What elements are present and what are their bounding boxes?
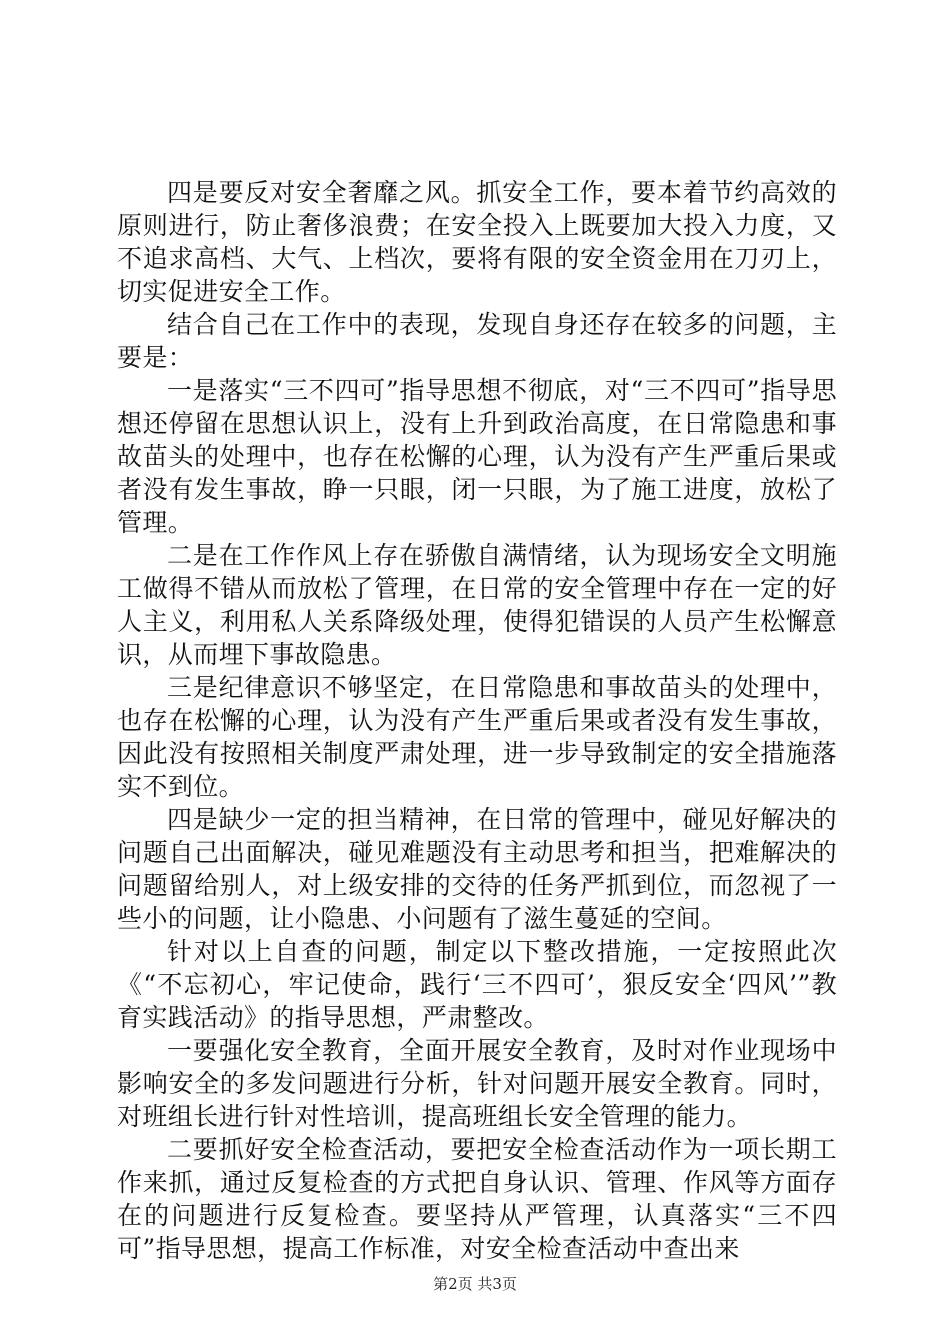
paragraph: 四是缺少一定的担当精神，在日常的管理中，碰见好解决的问题自己出面解决，碰见难题没有主动思考和担当，把难解决的问题留给别人，对上级安排的交待的任务严抓到位，而忽视了一些小的问题，让小隐患、小问题有了滋生蔓延的空间。 [117,805,837,933]
paragraph: 二要抓好安全检查活动，要把安全检查活动作为一项长期工作来抓，通过反复检查的方式把自身认识、管理、作风等方面存在的问题进行反复检查。要坚持从严管理，认真落实“三不四可”指导思想，提高工作标准，对安全检查活动中查出来 [117,1135,837,1263]
document-body [117,176,837,1265]
paragraph: 二是在工作作风上存在骄傲自满情绪，认为现场安全文明施工做得不错从而放松了管理，在日常的安全管理中存在一定的好人主义，利用私人关系降级处理，使得犯错误的人员产生松懈意识，从而埋下事故隐患。 [117,541,837,669]
paragraph: 三是纪律意识不够坚定，在日常隐患和事故苗头的处理中，也存在松懈的心理，认为没有产生严重后果或者没有发生事故，因此没有按照相关制度严肃处理，进一步导致制定的安全措施落实不到位。 [117,673,837,801]
paragraph: 一是落实“三不四可”指导思想不彻底，对“三不四可”指导思想还停留在思想认识上，没有上升到政治高度，在日常隐患和事故苗头的处理中，也存在松懈的心理，认为没有产生严重后果或者没有发生事故，睁一只眼，闭一只眼，为了施工进度，放松了管理。 [117,376,837,537]
paragraph: 一要强化安全教育，全面开展安全教育，及时对作业现场中影响安全的多发问题进行分析，针对问题开展安全教育。同时，对班组长进行针对性培训，提高班组长安全管理的能力。 [117,1036,837,1131]
paragraph: 结合自己在工作中的表现，发现自身还存在较多的问题，主要是： [117,310,837,372]
paragraph: 四是要反对安全奢靡之风。抓安全工作，要本着节约高效的原则进行，防止奢侈浪费；在安全投入上既要加大投入力度，又不追求高档、大气、上档次，要将有限的安全资金用在刀刃上，切实促进安全工作。 [117,178,837,306]
paragraph: 针对以上自查的问题，制定以下整改措施，一定按照此次《“不忘初心，牢记使命，践行‘三不四可’，狠反安全‘四风’”教育实践活动》的指导思想，严肃整改。 [117,937,837,1032]
page-number-footer: 第2页 共3页 [433,1275,517,1293]
